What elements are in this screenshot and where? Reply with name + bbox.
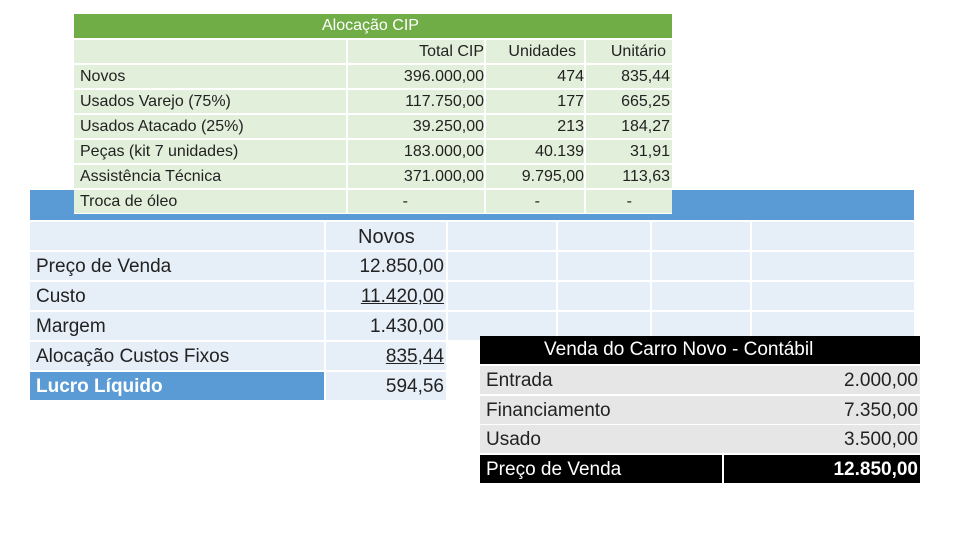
cell-total: 183.000,00	[403, 143, 484, 160]
row-value: 2.000,00	[844, 370, 918, 391]
cip-column-header-row	[74, 40, 672, 63]
row-value: 7.350,00	[844, 400, 918, 421]
cell-unitario: 184,27	[621, 118, 670, 135]
row-label: Novos	[80, 68, 126, 85]
cell-unidades: 9.795,00	[521, 168, 584, 185]
column-header-unitario: Unitário	[610, 43, 666, 60]
row-label: Peças (kit 7 unidades)	[80, 143, 239, 160]
row-label: Usado	[486, 429, 541, 450]
table-row	[30, 252, 914, 280]
table-row	[74, 190, 672, 213]
row-label: Usados Varejo (75%)	[80, 93, 231, 110]
cell-unidades: 213	[557, 118, 584, 135]
row-label: Margem	[36, 316, 106, 337]
table-row	[74, 165, 672, 188]
cell-unitario: 665,25	[621, 93, 670, 110]
column-header-total-cip: Total CIP	[419, 43, 484, 60]
cell-unitario: 31,91	[629, 143, 670, 160]
row-value: 1.430,00	[370, 316, 444, 337]
cell-unidades: 40.139	[535, 143, 584, 160]
row-label: Entrada	[486, 370, 553, 391]
cip-column-divider	[346, 38, 348, 214]
alocacao-cip-table	[74, 14, 672, 214]
cell-total: 371.000,00	[403, 168, 484, 185]
row-value: 11.420,00	[360, 286, 444, 307]
table-row	[480, 396, 920, 424]
table-row	[74, 115, 672, 138]
cell-total: 117.750,00	[405, 93, 484, 110]
venda-carro-table	[480, 336, 920, 484]
row-label: Troca de óleo	[80, 193, 178, 210]
table-row	[74, 90, 672, 113]
row-value: 3.500,00	[844, 429, 918, 450]
table-row	[74, 140, 672, 163]
cell-unidades: 474	[557, 68, 584, 85]
alocacao-cip-title-bar	[74, 14, 672, 38]
column-header-unidades: Unidades	[508, 43, 576, 60]
preco-venda-label: Preço de Venda	[486, 459, 622, 480]
table-row-total	[480, 455, 920, 483]
row-label: Financiamento	[486, 400, 611, 421]
cell-total: 39.250,00	[412, 118, 484, 135]
alocacao-cip-title: Alocação CIP	[322, 17, 419, 34]
preco-venda-value: 12.850,00	[833, 459, 918, 480]
lucro-liquido-label: Lucro Líquido	[36, 376, 163, 397]
table-row	[30, 282, 914, 310]
lucro-liquido-value: 594,56	[385, 376, 444, 397]
cip-column-divider	[584, 38, 586, 214]
cell-total: -	[402, 193, 408, 210]
cell-unidades: 177	[557, 93, 584, 110]
cell-unitario: 113,63	[622, 168, 670, 185]
cell-unitario: -	[626, 193, 632, 210]
table-row	[480, 366, 920, 394]
cell-unitario: 835,44	[621, 68, 670, 85]
cell-total: 396.000,00	[403, 68, 484, 85]
table-row	[74, 65, 672, 88]
row-value: 12.850,00	[359, 256, 444, 277]
cip-column-divider	[484, 38, 486, 214]
column-header-novos: Novos	[358, 226, 415, 248]
row-label: Assistência Técnica	[80, 168, 222, 185]
table-row	[480, 425, 920, 453]
row-label: Custo	[36, 286, 86, 307]
resultado-header-row	[30, 222, 914, 250]
venda-carro-header	[480, 336, 920, 364]
row-label: Alocação Custos Fixos	[36, 346, 230, 367]
cell-unidades: -	[534, 193, 540, 210]
venda-carro-title: Venda do Carro Novo - Contábil	[544, 339, 814, 360]
row-label: Preço de Venda	[36, 256, 172, 277]
row-value: 835,44	[385, 346, 444, 367]
row-label: Usados Atacado (25%)	[80, 118, 244, 135]
